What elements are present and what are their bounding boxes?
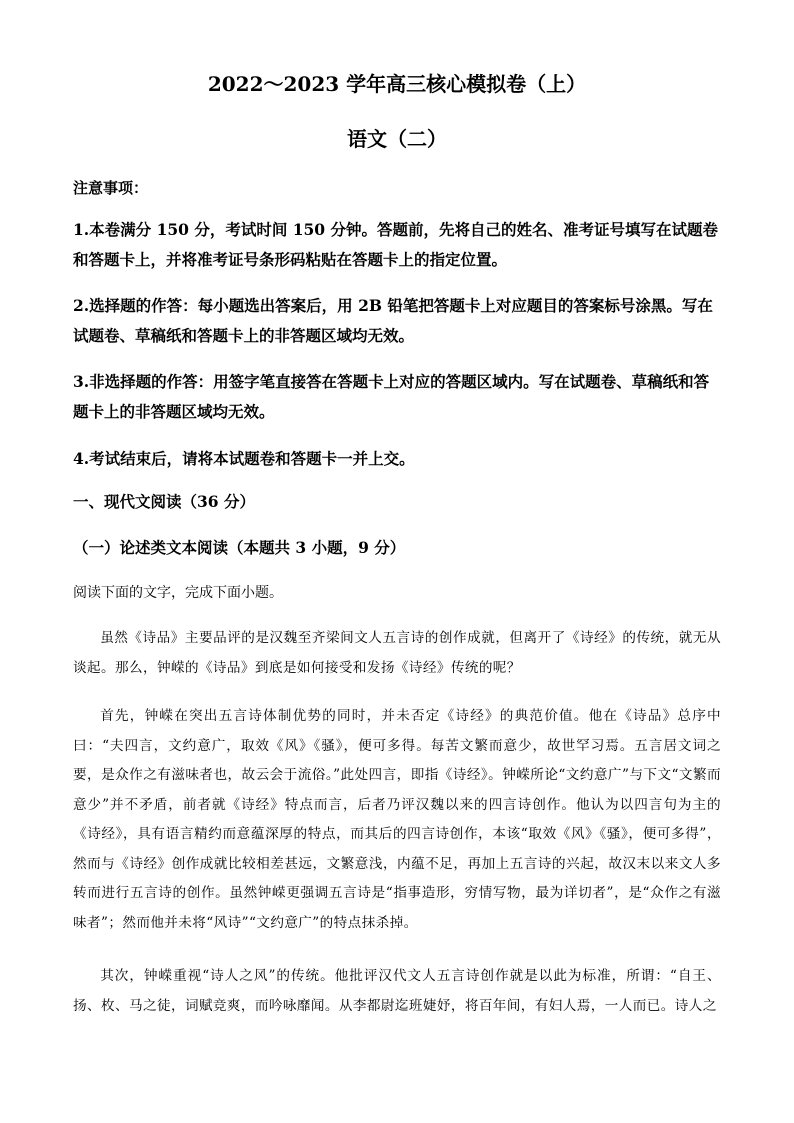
- note-item-3: 3.非选择题的作答：用签字笔直接答在答题卡上对应的答题区域内。写在试题卷、草稿纸和答题卡上的非答题区域均无效。: [73, 372, 710, 421]
- subsection-heading-argumentative-text: （一）论述类文本阅读（本题共 3 小题，9 分）: [73, 538, 406, 557]
- reading-instruction: 阅读下面的文字，完成下面小题。: [73, 585, 283, 601]
- section-heading-modern-reading: 一、现代文阅读（36 分）: [73, 492, 255, 511]
- passage-paragraph-2: 首先，钟嵘在突出五言诗体制优势的同时，并未否定《诗经》的典范价值。他在《诗品》总序中曰：“夫四言，文约意广，取效《风》《骚》，便可多得。每苦文繁而意少，故世罕习焉。五言居文词之要，是众作之有滋味者也，故云会于流俗。”此处四言，即指《诗经》。钟嵘所论“文约意广”与下文“文繁而意少”并不矛盾，前者就《诗经》特点而言，后者乃评汉魏以来的四言诗创作。他认为以四言句为主的《诗经》，具有语言精约而意蕴深厚的特点，而其后的四言诗创作，本该“取效《风》《骚》，便可多得”，然而与《诗经》创作成就比较相差甚远，文繁意浅，内蕴不足，再加上五言诗的兴起，故汉末以来文人多转而进行五言诗的创作。虽然钟嵘更强调五言诗是“指事造形，穷情写物，最为详切者”，是“众作之有滋味者”；然而他并未将“风诗”“文约意广”的特点抹杀掉。: [73, 708, 721, 931]
- passage-paragraph-3: 其次，钟嵘重视“诗人之风”的传统。他批评汉代文人五言诗创作就是以此为标准，所谓：“自王、扬、枚、马之徒，词赋竞爽，而吟咏靡闻。从李都尉迄班婕妤，将百年间，有妇人焉，一人而已。诗人之: [73, 968, 721, 1014]
- exam-subject: 语文（二）: [347, 127, 447, 151]
- passage-paragraph-1: 虽然《诗品》主要品评的是汉魏至齐梁间文人五言诗的创作成就，但离开了《诗经》的传统，就无从谈起。那么，钟嵘的《诗品》到底是如何接受和发扬《诗经》传统的呢？: [73, 630, 721, 676]
- notes-heading: 注意事项：: [73, 179, 149, 197]
- note-item-4: 4.考试结束后，请将本试题卷和答题卡一并上交。: [73, 449, 415, 468]
- exam-title: 2022～2023 学年高三核心模拟卷（上）: [207, 72, 587, 96]
- note-item-2: 2.选择题的作答：每小题选出答案后，用 2B 铅笔把答题卡上对应题目的答案标号涂黑。写在试题卷、草稿纸和答题卡上的非答题区域均无效。: [73, 296, 713, 345]
- note-item-1: 1.本卷满分 150 分，考试时间 150 分钟。答题前，先将自己的姓名、准考证号填写在试题卷和答题卡上，并将准考证号条形码粘贴在答题卡上的指定位置。: [73, 220, 718, 269]
